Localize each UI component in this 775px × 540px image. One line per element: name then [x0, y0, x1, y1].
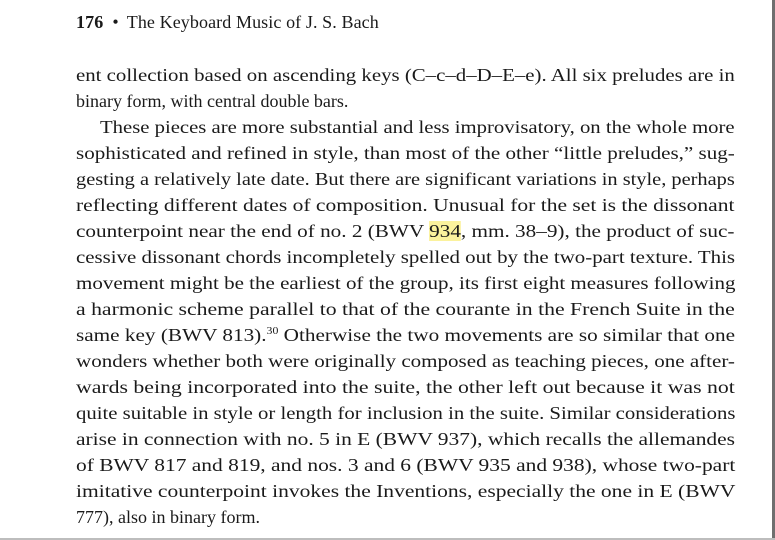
text-line-8: cessive dissonant chords incompletely spelled out by the two-part texture. This	[76, 247, 736, 267]
text-line-16: of BWV 817 and 819, and nos. 3 and 6 (BWV 935 and 938), whose two-part	[76, 455, 736, 475]
text-line-14: quite suitable in style or length for inclusion in the suite. Similar considerations	[76, 403, 736, 423]
text-line-9: movement might be the earliest of the group, its first eight measures following	[76, 273, 736, 293]
text-line-12: wonders whether both were originally composed as teaching pieces, one after-	[76, 351, 735, 371]
page-number: 176	[76, 12, 104, 32]
body-text	[76, 62, 735, 530]
text-line-11: same key (BWV 813).$^{30}$ Otherwise the two movements are so similar that one	[76, 325, 736, 345]
running-head	[76, 12, 379, 33]
text-line-15: arise in connection with no. 5 in E (BWV 937), which recalls the allemandes	[76, 429, 736, 449]
text-line-6: reflecting different dates of composition. Unusual for the set is the dissonant	[76, 195, 735, 215]
book-title: The Keyboard Music of J. S. Bach	[126, 12, 379, 32]
footnote-ref[interactable]: 30	[266, 326, 279, 337]
text-line-1: ent collection based on ascending keys (C–c–d–D–E–e). All six preludes are in	[76, 65, 735, 85]
text-line-17: imitative counterpoint invokes the Inventions, especially the one in E (BWV	[76, 481, 736, 501]
text-line-7: counterpoint near the end of no. 2 (BWV 934, mm. 38–9), the product of suc-	[76, 221, 735, 241]
text-line-10: a harmonic scheme parallel to that of the courante in the French Suite in the	[76, 299, 735, 319]
text-line-2: binary form, with central double bars.	[76, 91, 349, 111]
text-line-18: 777), also in binary form.	[76, 507, 260, 527]
separator-bullet: •	[112, 12, 119, 32]
text-line-4: sophisticated and refined in style, than most of the other “little preludes,” sug-	[76, 143, 735, 163]
text-line-3: These pieces are more substantial and less improvisatory, on the whole more	[100, 117, 735, 137]
highlighted-text[interactable]: 934	[429, 221, 461, 241]
text-line-5: gesting a relatively late date. But there are significant variations in style, perhaps	[76, 169, 735, 189]
text-line-13: wards being incorporated into the suite, the other left out because it was not	[76, 377, 735, 397]
